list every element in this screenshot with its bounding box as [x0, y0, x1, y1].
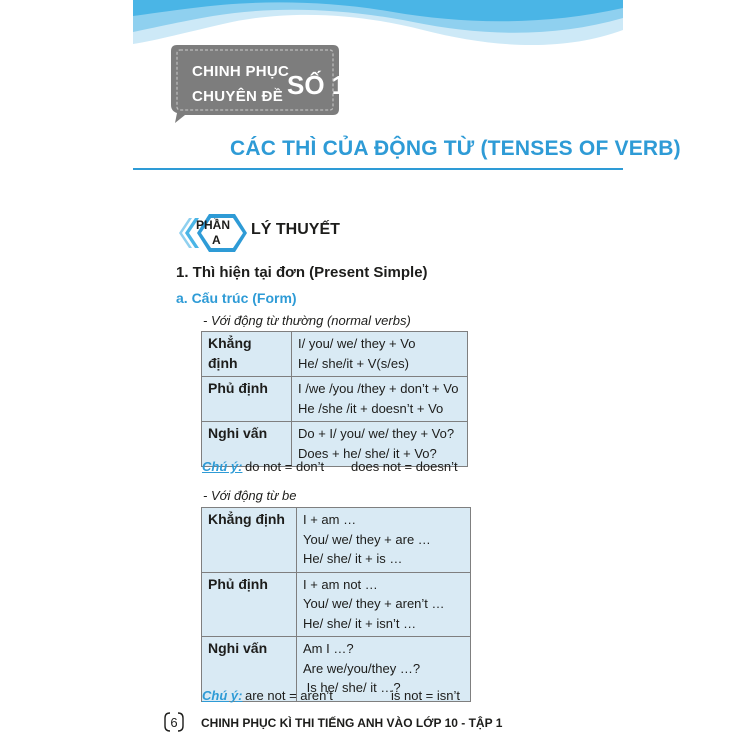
formula-line: I /we /you /they + don’t + Vo: [298, 381, 459, 396]
row-content: [292, 377, 468, 422]
formula-line: I/ you/ we/ they + Vo: [298, 336, 416, 351]
formula-line: He/ she/ it + is …: [303, 551, 403, 566]
formula-line: I + am …: [303, 512, 357, 527]
chapter-title: CÁC THÌ CỦA ĐỘNG TỪ (TENSES OF VERB): [230, 137, 681, 160]
badge-line-1: CHINH PHỤC: [192, 63, 290, 80]
note-normal-verbs: - Với động từ thường (normal verbs): [203, 313, 411, 328]
note-be: - Với động từ be: [203, 488, 297, 503]
formula-line: You/ we/ they + aren’t …: [303, 596, 445, 611]
formula-line: He/ she/ it + isn’t …: [303, 615, 417, 631]
table-row: [202, 332, 468, 377]
page-number: 6: [170, 715, 178, 730]
formula-line: Does + he/ she/ it + Vo?: [298, 445, 437, 461]
section-subheading: a. Cấu trúc (Form): [176, 290, 297, 306]
table-row: [202, 377, 468, 422]
formula-line: You/ we/ they + are …: [303, 531, 431, 547]
section-heading: 1. Thì hiện tại đơn (Present Simple): [176, 264, 428, 281]
badge-number: SỐ 1: [287, 70, 347, 100]
table-row: [202, 572, 471, 637]
formula-line: Am I …?: [303, 641, 354, 656]
note-1-b: does not = doesn’t: [351, 459, 458, 474]
formula-line: Are we/you/they …?: [303, 660, 421, 676]
footer-text: CHINH PHỤC KÌ THI TIẾNG ANH VÀO LỚP 10 - TẬP 1: [201, 716, 503, 730]
note-1-label: [202, 459, 242, 474]
part-label-line-2: A: [212, 233, 221, 247]
row-label: Khẳng định: [202, 332, 292, 377]
row-label: Khẳng định: [202, 508, 297, 573]
row-label: Phủ định: [202, 572, 297, 637]
formula-line: I + am not …: [303, 576, 378, 592]
be-verb-table: [201, 507, 471, 702]
note-2-label: [202, 688, 242, 703]
row-content: [297, 508, 471, 573]
note-2-b: is not = isn’t: [391, 688, 461, 703]
part-label-line-1: PHẦN: [196, 218, 231, 232]
row-label: Nghi vấn: [202, 637, 297, 702]
title-divider: [133, 168, 623, 170]
row-label: Nghi vấn: [202, 422, 292, 467]
formula-line: He/ she/it + V(s/es): [298, 355, 409, 371]
row-content: [297, 572, 471, 637]
row-content: [292, 332, 468, 377]
normal-verbs-table: [201, 331, 468, 467]
formula-line: He /she /it + doesn’t + Vo: [298, 400, 444, 416]
formula-line: Do + I/ you/ we/ they + Vo?: [298, 426, 455, 441]
note-label: Chú ý:: [202, 459, 243, 474]
formula-line: Is he/ she/ it …?: [303, 680, 401, 695]
note-1-a: do not = don’t: [245, 459, 325, 474]
note-label: Chú ý:: [202, 688, 243, 703]
part-title: LÝ THUYẾT: [251, 221, 340, 238]
badge-line-2: CHUYÊN ĐỀ: [192, 88, 284, 105]
row-label: Phủ định: [202, 377, 292, 422]
table-row: [202, 508, 471, 573]
note-2-a: are not = aren’t: [245, 688, 333, 703]
